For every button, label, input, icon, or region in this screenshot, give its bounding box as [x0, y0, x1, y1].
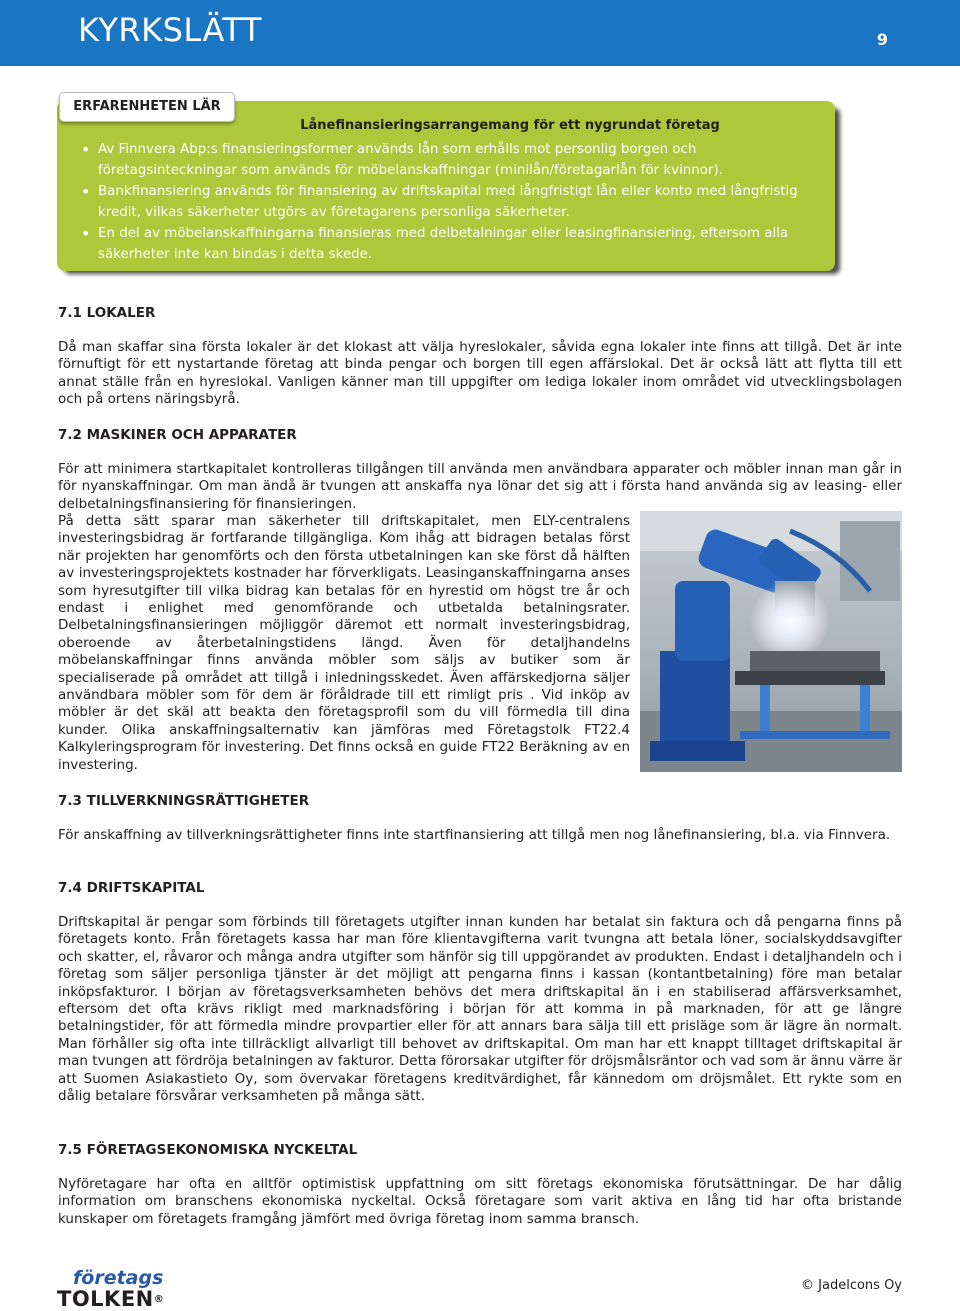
- registered-mark-icon: ®: [153, 1294, 165, 1305]
- section-text-lokaler: Då man skaffar sina första lokaler är det klokast att välja hyreslokaler, såvida egna lokaler inte finns att tillgå. Det är inte förnuftigt för ett nystartande företag att binda pengar och borgen till egen affärslokal. Det är också lätt att flytta till ett annat ställe från en hyreslokal. Vanligen känner man till uppgifter om lediga lokaler inom området vid utvecklingsbolagen och på ortens näringsbyrå.: [58, 339, 902, 408]
- section-heading-tillverkningsrattigheter: 7.3 TILLVERKNINGSRÄTTIGHETER: [58, 793, 310, 809]
- infobox-heading: Lånefinansieringsarrangemang för ett nygrundat företag: [300, 118, 720, 133]
- section-text-maskiner-body: På detta sätt sparar man säkerheter till driftskapitalet, men ELY-centralens investeringsbidrag är fortfarande tillgängliga. Kom ihåg att bidragen betalas först när projekten har genomförts och den första utbetalningen kan ske först då hälften av investeringsprojektets kostnader har förverkligats. Leasinganskaffningarna anses som hyresutgifter till vilka bidrag kan betalas för en hyrestid om högst tre år och endast i enlighet med genomförande och utbetalda betalningsrater. Delbetalningsfinansieringen möjliggör däremot ett normalt investeringsbidrag, oberoende av återbetalningstidens längd. Även för detaljhandelns möbelanskaffningar finns använda möbler som säljs av butiker som är specialiserade på området att tillgå i inledningsskedet. Även affärskedjorna säljer användbara möbler som för dem är föråldrade till ett rimligt pris . Vid inköp av möbler är det skäl att beakta den företagsprofil som du vill förmedla till dina kunder. Olika anskaffningsalternativ kan jämföras med Företagstolk FT22.4 Kalkyleringsprogram för investering. Det finns också en guide FT22 Beräkning av en investering.: [58, 513, 630, 773]
- infobox-tab-label: ERFARENHETEN LÄR: [73, 99, 221, 114]
- section-heading-driftskapital: 7.4 DRIFTSKAPITAL: [58, 880, 205, 896]
- copyright-notice: © Jadelcons Oy: [801, 1278, 902, 1293]
- infobox-bullet: • En del av möbelanskaffningarna finansieras med delbetalningar eller leasingfinansiering, eftersom alla säkerheter inte kan bindas i detta skede.: [82, 223, 822, 265]
- section-text-driftskapital: Driftskapital är pengar som förbinds till företagets utgifter innan kunden har betalat sin faktura och då pengarna finns på företagets konto. Från företagets kassa har man före klientavgifterna varit tvungna att betala löner, socialskyddsavgifter och skatter, el, råvaror och många andra utgifter som hänför sig till uppgörandet av produkten. Endast i detaljhandeln och i företag som säljer personliga tjänster är det möjligt att pengarna finns i kassan (kontantbetalning) före man betalar inköpsfakturor. I början av företagsverksamheten behövs det mera driftskapital än i en stabiliserad affärsverksamhet, eftersom det ofta krävs rikligt med marknadsföring i början för att komma in på marknaden, för att ge längre betalningstider, för att förmedla mindre provpartier eller för att annars bara sälja till ett prisläge som är lägre än normalt. Man förhåller sig ofta inte tillräckligt allvarligt till behovet av driftskapital. Om man har ett knappt tilltaget driftskapital är man tvungen att fördröja betalningen av fakturor. Detta förorsakar utgifter för dröjsmålsräntor och vad som är ännu värre är att Suomen Asiakastieto Oy, som övervakar företagens kreditvärdighet, får kännedom om dröjsmålet. Ett rykte som en dålig betalare försvårar verksamheten på många sätt.: [58, 914, 902, 1105]
- section-text-maskiner-intro: För att minimera startkapitalet kontrolleras tillgången till använda men användbara apparater och möbler innan man går in för nyanskaffningar. Om man ändå är tvungen att anskaffa nya lönar det sig att i första hand använda sig av leasing- eller delbetalningsfinansiering för finansieringen.: [58, 461, 902, 512]
- section-text-nyckeltal: Nyföretagare har ofta en alltför optimistisk uppfattning om sitt företags ekonomiska förutsättningar. De har dålig information om branschens ekonomiska nyckeltal. Också företagare som varit aktiva en lång tid har ofta bristande kunskaper om företagets framgång jämfört med övriga företag inom samma bransch.: [58, 1176, 902, 1227]
- page-number: 9: [876, 30, 888, 49]
- foretagstolken-logo: [57, 1268, 164, 1311]
- section-text-tillverkningsrattigheter: För anskaffning av tillverkningsrättigheter finns inte startfinansiering att tillgå men nog lånefinansiering, bl.a. via Finnvera.: [58, 827, 891, 843]
- section-heading-maskiner: 7.2 MASKINER OCH APPARATER: [58, 427, 297, 443]
- logo-top-text: företags: [73, 1267, 164, 1289]
- infobox-list: [82, 139, 822, 265]
- logo-bottom-text: TOLKEN: [57, 1287, 154, 1311]
- robot-illustration: [640, 511, 902, 772]
- header-title: KYRKSLÄTT: [78, 11, 262, 49]
- section-heading-nyckeltal: 7.5 FÖRETAGSEKONOMISKA NYCKELTAL: [58, 1142, 358, 1158]
- section-heading-lokaler: 7.1 LOKALER: [58, 305, 156, 321]
- infobox-bullet: • Bankfinansiering används för finansiering av driftskapital med långfristigt lån eller konto med långfristig kredit, vilkas säkerheter utgörs av företagarens personliga säkerheter.: [82, 181, 822, 223]
- page-header: [0, 0, 960, 66]
- robot-photo: [640, 511, 902, 772]
- logo-bottom-row: [57, 1288, 164, 1311]
- infobox-bullet: • Av Finnvera Abp:s finansieringsformer används lån som erhålls mot personlig borgen och företagsinteckningar som används för möbelanskaffningar (minilån/företagarlån för kvinnor).: [82, 139, 822, 181]
